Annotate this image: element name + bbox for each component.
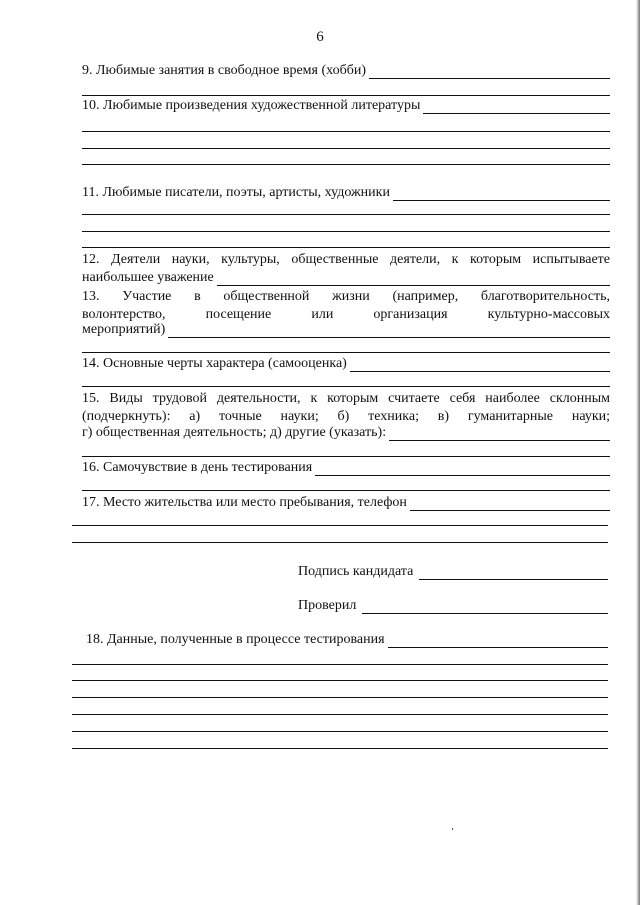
answer-line[interactable] [82, 148, 610, 149]
question-9-label: 9. Любимые занятия в свободное время (хобби) [82, 63, 366, 78]
question-13-line-2: волонтерство, посещение или организация культурно-массовых [82, 307, 610, 322]
question-17 [82, 495, 610, 511]
signature-line[interactable] [419, 565, 608, 580]
question-9 [82, 63, 610, 79]
answer-line[interactable] [72, 680, 608, 681]
answer-line[interactable] [72, 697, 608, 698]
question-9-answer-line[interactable] [369, 64, 610, 79]
question-16 [82, 460, 610, 476]
question-15-line-1: 15. Виды трудовой деятельности, к которым считаете себя наиболее склонным [82, 391, 610, 406]
question-12-line-1: 12. Деятели науки, культуры, общественные деятели, к которым испытываете [82, 252, 610, 267]
question-14 [82, 356, 610, 372]
question-14-answer-line[interactable] [350, 357, 610, 372]
question-15 [82, 425, 610, 441]
question-15-label: г) общественная деятельность; д) другие (указать): [82, 425, 387, 440]
question-11 [82, 185, 610, 201]
answer-line[interactable] [72, 664, 608, 665]
checked-row [298, 598, 608, 614]
question-16-label: 16. Самочувствие в день тестирования [82, 460, 313, 475]
answer-line[interactable] [72, 748, 608, 749]
signature-row [298, 564, 608, 580]
answer-line[interactable] [82, 247, 610, 248]
answer-line[interactable] [82, 231, 610, 232]
scan-speck [452, 828, 453, 830]
answer-line[interactable] [72, 731, 608, 732]
answer-line[interactable] [82, 214, 610, 215]
question-12 [82, 270, 610, 286]
question-10-answer-line[interactable] [423, 99, 610, 114]
question-12-label: наибольшее уважение [82, 270, 214, 285]
answer-line[interactable] [72, 542, 608, 543]
question-13-line-1: 13. Участие в общественной жизни (например, благотворительность, [82, 289, 610, 304]
scan-edge-shadow [636, 0, 640, 905]
answer-line[interactable] [82, 95, 610, 96]
answer-line[interactable] [82, 456, 610, 457]
answer-line[interactable] [82, 164, 610, 165]
answer-line[interactable] [82, 386, 610, 387]
question-16-answer-line[interactable] [315, 461, 610, 476]
question-14-label: 14. Основные черты характера (самооценка) [82, 356, 347, 371]
question-18-answer-line[interactable] [388, 633, 608, 648]
question-11-answer-line[interactable] [393, 186, 610, 201]
question-12-answer-line[interactable] [217, 271, 610, 286]
checked-line[interactable] [362, 599, 608, 614]
question-15-line-2: (подчеркнуть): а) точные науки; б) техника; в) гуманитарные науки; [82, 409, 610, 424]
answer-line[interactable] [72, 714, 608, 715]
answer-line[interactable] [72, 525, 608, 526]
question-10 [82, 98, 610, 114]
question-10-label: 10. Любимые произведения художественной литературы [82, 98, 421, 113]
question-15-answer-line[interactable] [389, 426, 610, 441]
question-17-label: 17. Место жительства или место пребывания, телефон [82, 495, 407, 510]
answer-line[interactable] [82, 490, 610, 491]
answer-line[interactable] [82, 131, 610, 132]
checked-label: Проверил [298, 598, 357, 613]
signature-label: Подпись кандидата [298, 564, 414, 579]
question-18 [86, 632, 608, 648]
question-17-answer-line[interactable] [410, 496, 610, 511]
question-13 [82, 322, 610, 338]
question-18-label: 18. Данные, полученные в процессе тестирования [86, 632, 385, 647]
answer-line[interactable] [82, 352, 610, 353]
page-number: 6 [316, 29, 324, 45]
question-13-answer-line[interactable] [168, 323, 610, 338]
question-11-label: 11. Любимые писатели, поэты, артисты, художники [82, 185, 390, 200]
question-13-label: мероприятий) [82, 322, 166, 337]
